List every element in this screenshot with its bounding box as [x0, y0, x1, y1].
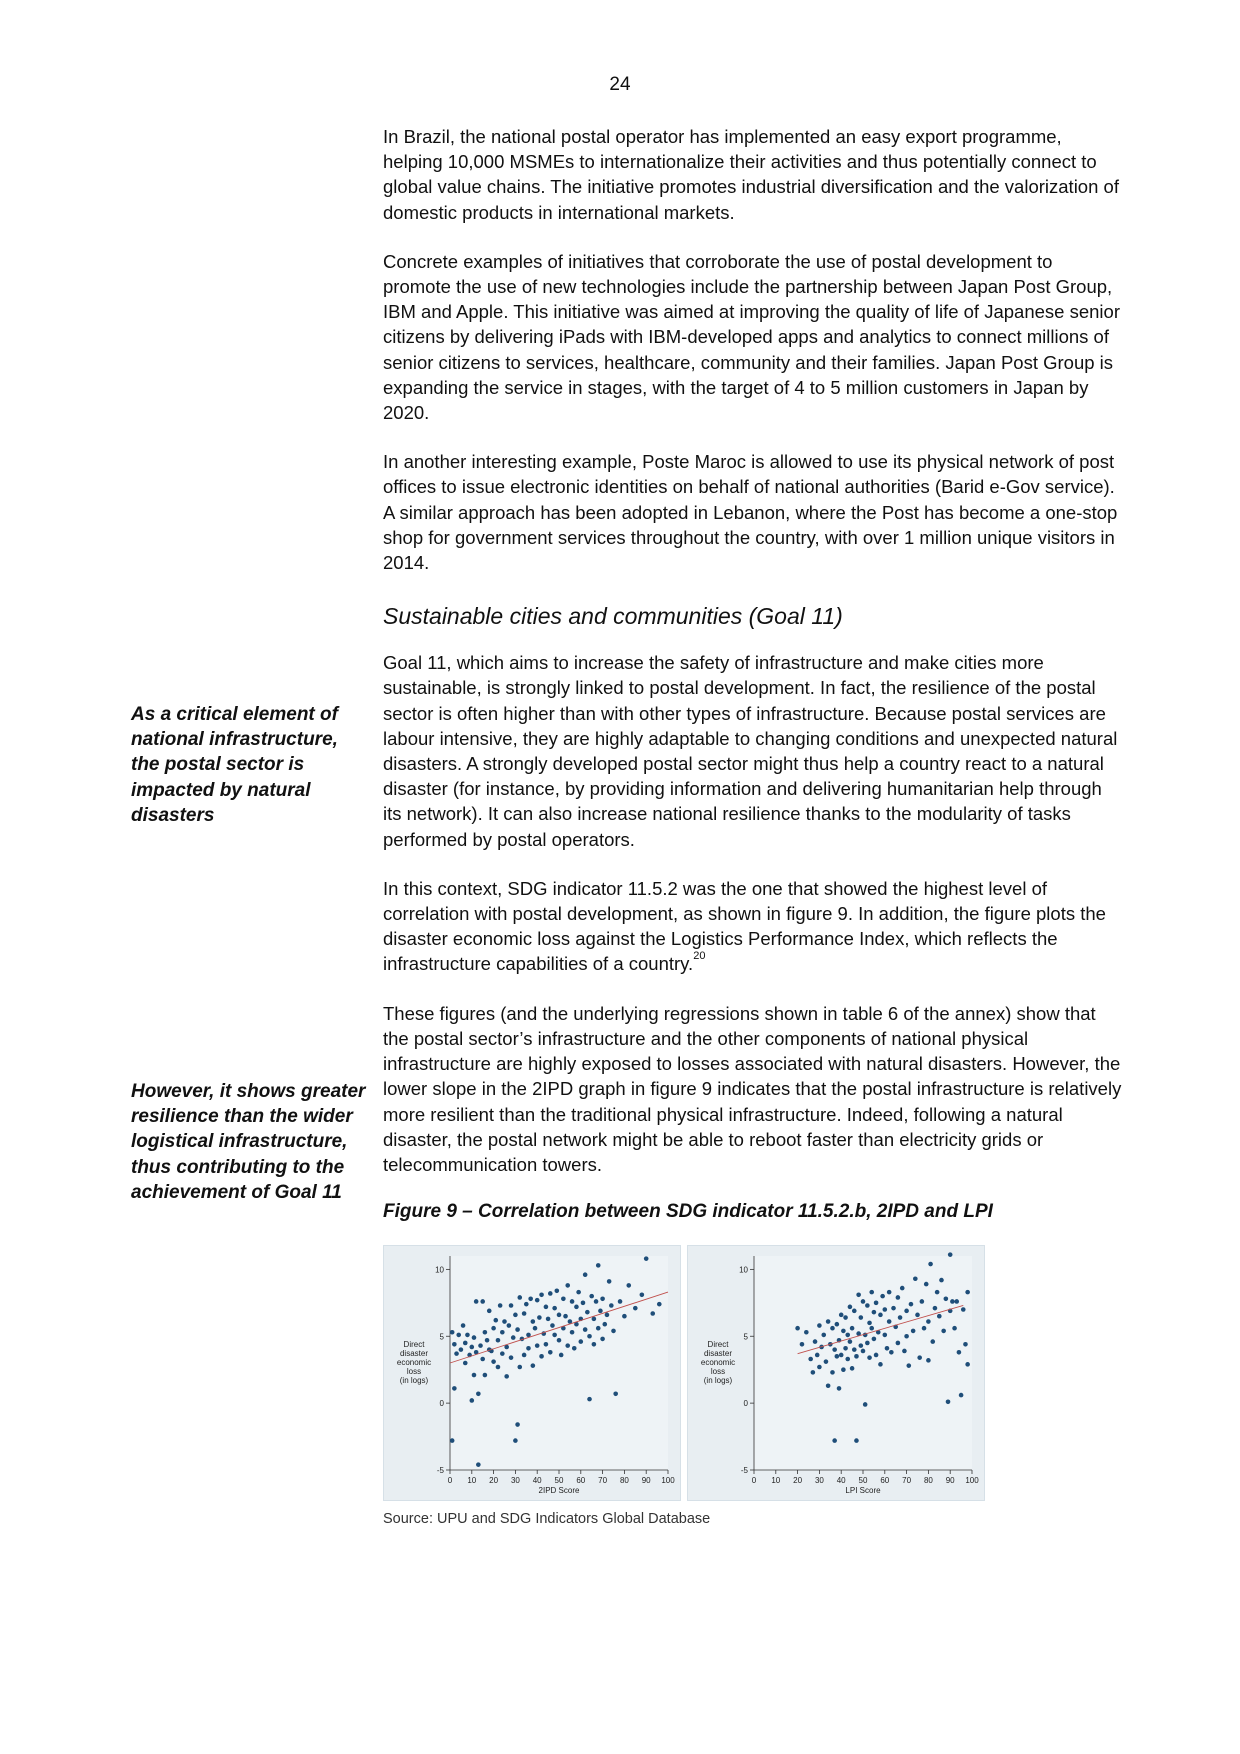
x-tick-label: 10 [467, 1476, 477, 1486]
data-point [598, 1309, 603, 1314]
data-point [581, 1301, 586, 1306]
y-tick-label: -5 [436, 1466, 444, 1476]
data-point [557, 1338, 562, 1343]
data-point [483, 1330, 488, 1335]
x-axis-label: LPI Score [845, 1486, 881, 1496]
data-point [487, 1309, 492, 1314]
data-point [885, 1346, 890, 1351]
data-point [609, 1303, 614, 1308]
data-point [587, 1334, 592, 1339]
paragraph-poste-maroc: In another interesting example, Poste Maroc is allowed to use its physical network of post offices to issue electronic identities on behalf of national authorities (Barid e-Gov service). A similar approach has been adopted in Lebanon, where the Post has become a one-stop shop for government services throughout the country, with over 1 million unique visitors in 2014. [383, 451, 1118, 574]
data-point [600, 1337, 605, 1342]
paragraph-japan-post: Concrete examples of initiatives that corroborate the use of postal development to promote the use of new technologies include the partnership between Japan Post Group, IBM and Apple. This initiative was aimed at improving the quality of life of Japanese senior citizens by delivering iPads with IBM-developed apps and analytics to connect millions of senior citizens to services, healthcare, community and their families. Japan Post Group is expanding the service in stages, with the target of 4 to 5 million customers in Japan by 2020. [383, 250, 1120, 424]
data-point [911, 1329, 916, 1334]
data-point [883, 1333, 888, 1338]
data-point [795, 1326, 800, 1331]
data-point [859, 1315, 864, 1320]
data-point [463, 1341, 468, 1346]
data-point [850, 1366, 855, 1371]
data-point [928, 1262, 933, 1267]
data-point [887, 1290, 892, 1295]
data-point [539, 1293, 544, 1298]
data-point [889, 1350, 894, 1355]
data-point [933, 1306, 938, 1311]
data-point [528, 1297, 533, 1302]
data-point [461, 1323, 466, 1328]
data-point [633, 1306, 638, 1311]
data-point [474, 1299, 479, 1304]
data-point [548, 1350, 553, 1355]
data-point [498, 1303, 503, 1308]
paragraph-goal-11: Goal 11, which aims to increase the safety of infrastructure and make cities more sustainable, is strongly linked to postal development. In fact, the resilience of the postal sector is often higher than with other types of infrastructure. Because postal services are labour intensive, they are highly adaptable to changing conditions and unexpected natural disasters. A strongly developed postal sector might thus help a country react to a natural disaster (for instance, by providing information and delivering humanitarian help through its network). It can also increase national resilience thanks to the modularity of tasks performed by postal operators. [383, 652, 1118, 850]
data-point [944, 1297, 949, 1302]
data-point [926, 1358, 931, 1363]
data-point [565, 1283, 570, 1288]
data-point [865, 1341, 870, 1346]
data-point [600, 1297, 605, 1302]
paragraph-brazil: In Brazil, the national postal operator has implemented an easy export programme, helping 10,000 MSMEs to internationalize their activities and thus potentially connect to global value chains. The initiative promotes industrial diversification and the valorization of domestic products in international markets. [383, 126, 1119, 223]
data-point [865, 1303, 870, 1308]
data-point [622, 1314, 627, 1319]
x-tick-label: 90 [641, 1476, 651, 1486]
chart-lpi [688, 1246, 984, 1500]
data-point [537, 1315, 542, 1320]
data-point [826, 1319, 831, 1324]
data-point [607, 1279, 612, 1284]
data-point [900, 1286, 905, 1291]
data-point [552, 1333, 557, 1338]
data-point [874, 1353, 879, 1358]
y-tick-label: -5 [740, 1466, 748, 1476]
data-point [579, 1339, 584, 1344]
data-point [924, 1282, 929, 1287]
data-point [611, 1329, 616, 1334]
x-tick-label: 70 [598, 1476, 608, 1486]
data-point [596, 1326, 601, 1331]
data-point [626, 1283, 631, 1288]
data-point [472, 1373, 477, 1378]
y-tick-label: 0 [743, 1399, 748, 1409]
data-point [491, 1326, 496, 1331]
paragraph-indicator [383, 876, 1123, 977]
data-point [830, 1326, 835, 1331]
x-tick-label: 80 [619, 1476, 629, 1486]
sidenote-resilience: However, it shows greater resilience than the wider logistical infrastructure, thus contributing to the achievement of Goal 11 [131, 1081, 366, 1203]
data-point [856, 1293, 861, 1298]
data-point [452, 1342, 457, 1347]
data-point [878, 1313, 883, 1318]
x-tick-label: 50 [858, 1476, 868, 1486]
data-point [533, 1326, 538, 1331]
data-point [450, 1330, 455, 1335]
data-point [963, 1342, 968, 1347]
data-point [904, 1334, 909, 1339]
data-point [509, 1303, 514, 1308]
data-point [504, 1374, 509, 1379]
data-point [500, 1351, 505, 1356]
data-point [559, 1353, 564, 1358]
data-point [605, 1313, 610, 1318]
data-point [904, 1309, 909, 1314]
x-tick-label: 20 [793, 1476, 803, 1486]
data-point [867, 1355, 872, 1360]
data-point [570, 1299, 575, 1304]
x-tick-label: 10 [771, 1476, 781, 1486]
data-point [811, 1370, 816, 1375]
y-tick-label: 10 [739, 1265, 748, 1275]
data-point [800, 1342, 805, 1347]
data-point [524, 1302, 529, 1307]
data-point [839, 1353, 844, 1358]
data-point [852, 1347, 857, 1352]
data-point [920, 1299, 925, 1304]
data-point [544, 1305, 549, 1310]
data-point [948, 1252, 953, 1257]
data-point [480, 1299, 485, 1304]
data-point [454, 1351, 459, 1356]
data-point [555, 1289, 560, 1294]
x-tick-label: 80 [923, 1476, 933, 1486]
data-point [463, 1361, 468, 1366]
data-point [502, 1319, 507, 1324]
data-point [843, 1346, 848, 1351]
data-point [522, 1353, 527, 1358]
data-point [485, 1338, 490, 1343]
data-point [863, 1402, 868, 1407]
data-point [526, 1346, 531, 1351]
data-point [480, 1357, 485, 1362]
data-point [585, 1310, 590, 1315]
x-tick-label: 60 [576, 1476, 586, 1486]
data-point [957, 1350, 962, 1355]
page-number: 24 [609, 74, 631, 95]
x-tick-label: 50 [554, 1476, 564, 1486]
main-column [383, 124, 1123, 1527]
data-point [513, 1438, 518, 1443]
data-point [839, 1313, 844, 1318]
data-point [941, 1329, 946, 1334]
data-point [572, 1346, 577, 1351]
data-point [640, 1293, 645, 1298]
data-point [570, 1330, 575, 1335]
chart-lpi-panel [687, 1245, 985, 1501]
x-tick-label: 100 [965, 1476, 979, 1486]
data-point [835, 1322, 840, 1327]
section-heading: Sustainable cities and communities (Goal 11) [383, 603, 843, 630]
data-point [552, 1306, 557, 1311]
data-point [531, 1319, 536, 1324]
data-point [459, 1347, 464, 1352]
data-point [644, 1256, 649, 1261]
data-point [854, 1354, 859, 1359]
data-point [493, 1318, 498, 1323]
data-point [517, 1295, 522, 1300]
x-tick-label: 40 [836, 1476, 846, 1486]
data-point [821, 1333, 826, 1338]
data-point [511, 1335, 516, 1340]
data-point [452, 1386, 457, 1391]
data-point [874, 1301, 879, 1306]
data-point [965, 1362, 970, 1367]
data-point [650, 1311, 655, 1316]
data-point [515, 1422, 520, 1427]
data-point [517, 1365, 522, 1370]
data-point [869, 1326, 874, 1331]
y-tick-label: 5 [743, 1332, 748, 1342]
data-point [583, 1327, 588, 1332]
data-point [915, 1313, 920, 1318]
data-point [852, 1309, 857, 1314]
data-point [837, 1386, 842, 1391]
data-point [472, 1335, 477, 1340]
data-point [826, 1384, 831, 1389]
data-point [845, 1333, 850, 1338]
data-point [824, 1359, 829, 1364]
data-point [550, 1323, 555, 1328]
data-point [859, 1343, 864, 1348]
data-point [813, 1339, 818, 1344]
data-point [861, 1349, 866, 1354]
data-point [817, 1323, 822, 1328]
figure-source: Source: UPU and SDG Indicators Global Database [383, 1511, 711, 1528]
data-point [657, 1302, 662, 1307]
data-point [470, 1345, 475, 1350]
data-point [952, 1326, 957, 1331]
data-point [574, 1305, 579, 1310]
data-point [896, 1295, 901, 1300]
data-point [565, 1343, 570, 1348]
data-point [491, 1359, 496, 1364]
data-point [594, 1299, 599, 1304]
y-axis-label: Direct disaster economic loss (in logs) [396, 1340, 432, 1386]
data-point [869, 1290, 874, 1295]
data-point [832, 1347, 837, 1352]
data-point [845, 1357, 850, 1362]
x-tick-label: 0 [751, 1476, 757, 1486]
data-point [909, 1302, 914, 1307]
data-point [950, 1299, 955, 1304]
figure-caption: Figure 9 – Correlation between SDG indicator 11.5.2.b, 2IPD and LPI [383, 1201, 993, 1223]
data-point [848, 1339, 853, 1344]
data-point [500, 1330, 505, 1335]
data-point [483, 1373, 488, 1378]
footnote-ref[interactable]: 20 [693, 950, 706, 963]
plot-area [450, 1256, 668, 1470]
data-point [902, 1349, 907, 1354]
data-point [596, 1263, 601, 1268]
data-point [954, 1299, 959, 1304]
data-point [808, 1357, 813, 1362]
x-tick-label: 0 [447, 1476, 453, 1486]
data-point [939, 1278, 944, 1283]
y-tick-label: 0 [439, 1399, 444, 1409]
data-point [546, 1317, 551, 1322]
x-tick-label: 40 [532, 1476, 542, 1486]
data-point [592, 1317, 597, 1322]
data-point [841, 1367, 846, 1372]
paragraph-indicator-text: In this context, SDG indicator 11.5.2 was the one that showed the highest level of correlation with postal development, as shown in figure 9. In addition, the figure plots the disaster economic loss against the Logistics Performance Index, which reflects the infrastructure capabilities of a country. [383, 877, 1106, 975]
data-point [878, 1362, 883, 1367]
sidenote-critical-infrastructure: As a critical element of national infrastructure, the postal sector is impacted by natural disasters [131, 704, 338, 826]
data-point [804, 1330, 809, 1335]
data-point [476, 1462, 481, 1467]
x-tick-label: 90 [945, 1476, 955, 1486]
x-tick-label: 30 [510, 1476, 520, 1486]
x-tick-label: 30 [814, 1476, 824, 1486]
chart-2ipd-panel [383, 1245, 681, 1501]
data-point [563, 1314, 568, 1319]
data-point [872, 1310, 877, 1315]
data-point [841, 1329, 846, 1334]
data-point [848, 1305, 853, 1310]
data-point [906, 1363, 911, 1368]
data-point [583, 1273, 588, 1278]
data-point [887, 1319, 892, 1324]
data-point [917, 1355, 922, 1360]
data-point [815, 1353, 820, 1358]
data-point [522, 1311, 527, 1316]
data-point [946, 1400, 951, 1405]
data-point [891, 1306, 896, 1311]
data-point [937, 1314, 942, 1319]
data-point [509, 1355, 514, 1360]
data-point [470, 1398, 475, 1403]
x-tick-label: 100 [661, 1476, 675, 1486]
data-point [880, 1294, 885, 1299]
data-point [867, 1321, 872, 1326]
data-point [496, 1338, 501, 1343]
data-point [535, 1343, 540, 1348]
data-point [961, 1307, 966, 1312]
data-point [576, 1290, 581, 1295]
data-point [872, 1337, 877, 1342]
data-point [589, 1294, 594, 1299]
data-point [913, 1277, 918, 1282]
data-point [935, 1290, 940, 1295]
data-point [843, 1315, 848, 1320]
data-point [531, 1363, 536, 1368]
data-point [450, 1438, 455, 1443]
data-point [896, 1341, 901, 1346]
data-point [850, 1326, 855, 1331]
x-tick-label: 60 [880, 1476, 890, 1486]
plot-area [754, 1256, 972, 1470]
data-point [539, 1354, 544, 1359]
data-point [592, 1342, 597, 1347]
data-point [544, 1342, 549, 1347]
data-point [926, 1319, 931, 1324]
data-point [618, 1299, 623, 1304]
data-point [465, 1333, 470, 1338]
x-tick-label: 70 [902, 1476, 912, 1486]
x-axis-label: 2IPD Score [538, 1486, 580, 1496]
x-tick-label: 20 [489, 1476, 499, 1486]
figure-9 [383, 1245, 1123, 1501]
data-point [587, 1397, 592, 1402]
y-tick-label: 10 [435, 1265, 444, 1275]
y-axis-label: Direct disaster economic loss (in logs) [700, 1340, 736, 1386]
paragraph-resilience: These figures (and the underlying regressions shown in table 6 of the annex) show that the postal sector’s infrastructure and the other components of national physical infrastructure are highly exposed to losses associated with natural disasters. However, the lower slope in the 2IPD graph in figure 9 indicates that the postal infrastructure is relatively more resilient than the traditional physical infrastructure. Indeed, following a natural disaster, the postal network might be able to reboot faster than electricity grids or telecommunication towers. [383, 1002, 1122, 1175]
data-point [861, 1299, 866, 1304]
data-point [922, 1326, 927, 1331]
data-point [478, 1343, 483, 1348]
data-point [898, 1315, 903, 1320]
data-point [507, 1323, 512, 1328]
data-point [930, 1339, 935, 1344]
data-point [883, 1307, 888, 1312]
data-point [835, 1354, 840, 1359]
data-point [561, 1297, 566, 1302]
data-point [959, 1393, 964, 1398]
y-tick-label: 5 [439, 1332, 444, 1342]
data-point [476, 1392, 481, 1397]
data-point [548, 1291, 553, 1296]
data-point [456, 1333, 461, 1338]
data-point [602, 1322, 607, 1327]
data-point [535, 1298, 540, 1303]
data-point [496, 1365, 501, 1370]
data-point [830, 1370, 835, 1375]
data-point [832, 1438, 837, 1443]
data-point [513, 1313, 518, 1318]
data-point [817, 1365, 822, 1370]
data-point [515, 1327, 520, 1332]
chart-2ipd [384, 1246, 680, 1500]
data-point [854, 1438, 859, 1443]
data-point [557, 1313, 562, 1318]
data-point [965, 1290, 970, 1295]
data-point [613, 1392, 618, 1397]
